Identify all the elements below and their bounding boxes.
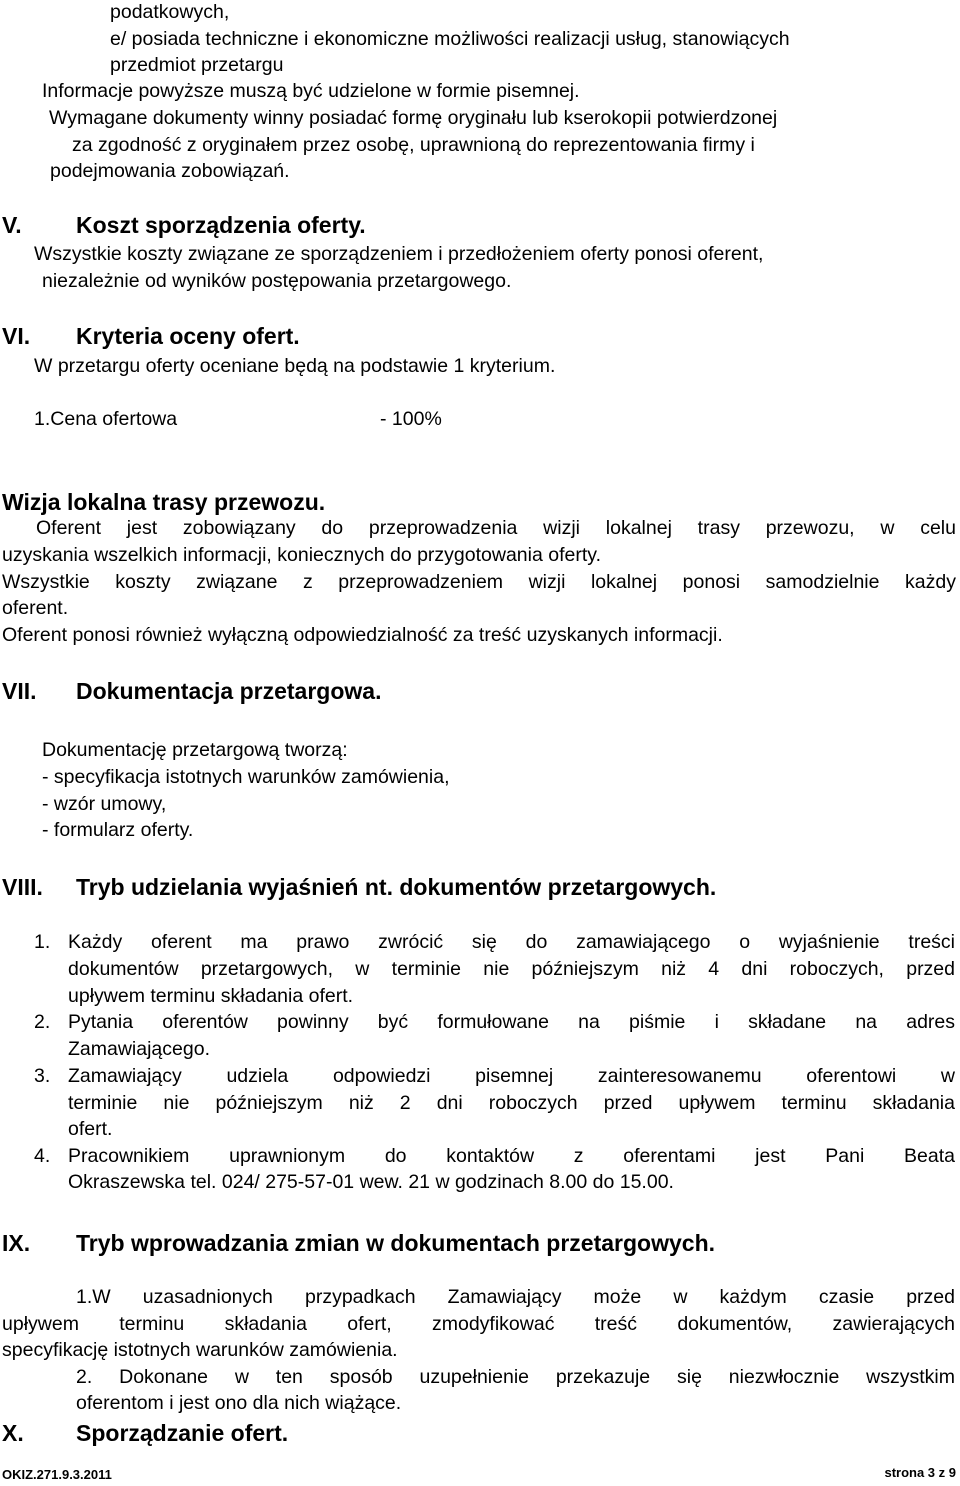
- section-v-number: V.: [2, 212, 22, 238]
- intro-line-2: e/ posiada techniczne i ekonomiczne możliwości realizacji usług, stanowiących: [110, 28, 790, 50]
- ix-line-1: 1.W uzasadnionych przypadkach Zamawiający może w każdym czasie przed: [76, 1286, 955, 1308]
- viii-item-4-number: 4.: [34, 1145, 51, 1167]
- section-x-title: Sporządzanie ofert.: [76, 1420, 289, 1446]
- section-vii-title: Dokumentacja przetargowa.: [76, 678, 382, 704]
- ix-line-3: specyfikację istotnych warunków zamówienia.: [2, 1339, 398, 1361]
- section-v-line-1: Wszystkie koszty związane ze sporządzeniem i przedłożeniem oferty ponosi oferent,: [34, 243, 764, 265]
- viii-item-1-number: 1.: [34, 931, 51, 953]
- ix-line-2: upływem terminu składania ofert, zmodyfikować treść dokumentów, zawierających: [2, 1313, 955, 1335]
- wizja-line-2: uzyskania wszelkich informacji, koniecznych do przygotowania oferty.: [2, 544, 601, 566]
- section-vi-number: VI.: [2, 323, 31, 349]
- viii-item-1-line-2: dokumentów przetargowych, w terminie nie późniejszym niż 4 dni roboczych, przed: [68, 958, 955, 980]
- section-viii-number: VIII.: [2, 874, 43, 900]
- section-v-line-2: niezależnie od wyników postępowania przetargowego.: [42, 270, 512, 292]
- viii-item-3-line-1: Zamawiający udziela odpowiedzi pisemnej zainteresowanemu oferentowi w: [68, 1065, 955, 1087]
- wizja-line-5: Oferent ponosi również wyłączną odpowiedzialność za treść uzyskanych informacji.: [2, 624, 723, 646]
- intro-line-6: za zgodność z oryginałem przez osobę, uprawnioną do reprezentowania firmy i: [72, 134, 755, 156]
- section-vii-intro: Dokumentację przetargową tworzą:: [42, 739, 348, 761]
- ix-line-5: oferentom i jest ono dla nich wiążące.: [76, 1392, 402, 1414]
- wizja-line-4: oferent.: [2, 597, 69, 619]
- section-ix-number: IX.: [2, 1230, 31, 1256]
- doc-list-item-2: - wzór umowy,: [42, 793, 167, 815]
- wizja-title: Wizja lokalna trasy przewozu.: [2, 489, 326, 515]
- footer-reference: OKIZ.271.9.3.2011: [2, 1467, 112, 1482]
- intro-line-7: podejmowania zobowiązań.: [50, 160, 290, 182]
- section-vii-number: VII.: [2, 678, 37, 704]
- wizja-line-1-text: Oferent jest zobowiązany do przeprowadzenia wizji lokalnej trasy przewozu, w celu: [36, 517, 956, 539]
- section-x-number: X.: [2, 1420, 24, 1446]
- doc-list-item-3: - formularz oferty.: [42, 819, 194, 841]
- section-vi-title: Kryteria oceny ofert.: [76, 323, 300, 349]
- viii-item-2-number: 2.: [34, 1011, 51, 1033]
- criterion-label: 1.Cena ofertowa: [34, 408, 178, 430]
- viii-item-2-line-1: Pytania oferentów powinny być formułowane na piśmie i składane na adres: [68, 1011, 955, 1033]
- section-vi-line-1: W przetargu oferty oceniane będą na podstawie 1 kryterium.: [34, 355, 556, 377]
- viii-item-1-line-1: Każdy oferent ma prawo zwrócić się do zamawiającego o wyjaśnienie treści: [68, 931, 955, 953]
- wizja-line-1: [2, 519, 956, 539]
- viii-item-1-line-3: upływem terminu składania ofert.: [68, 985, 354, 1007]
- section-v-title: Koszt sporządzenia oferty.: [76, 212, 366, 238]
- intro-line-4: Informacje powyższe muszą być udzielone w formie pisemnej.: [42, 80, 580, 102]
- viii-item-3-number: 3.: [34, 1065, 51, 1087]
- section-ix-title: Tryb wprowadzania zmian w dokumentach przetargowych.: [76, 1230, 716, 1256]
- viii-item-2-line-2: Zamawiającego.: [68, 1038, 210, 1060]
- intro-line-1: podatkowych,: [110, 1, 230, 23]
- viii-item-4-line-2: Okraszewska tel. 024/ 275-57-01 wew. 21 w godzinach 8.00 do 15.00.: [68, 1171, 674, 1193]
- doc-list-item-1: - specyfikacja istotnych warunków zamówienia,: [42, 766, 450, 788]
- viii-item-3-line-3: ofert.: [68, 1118, 113, 1140]
- footer-page-number: strona 3 z 9: [884, 1465, 956, 1480]
- viii-item-3-line-2: terminie nie późniejszym niż 2 dni roboczych przed upływem terminu składania: [68, 1092, 955, 1114]
- viii-item-4-line-1: Pracownikiem uprawnionym do kontaktów z oferentami jest Pani Beata: [68, 1145, 955, 1167]
- ix-line-4: 2. Dokonane w ten sposób uzupełnienie przekazuje się niezwłocznie wszystkim: [76, 1366, 955, 1388]
- criterion-value: - 100%: [380, 408, 442, 430]
- wizja-line-3: Wszystkie koszty związane z przeprowadzeniem wizji lokalnej ponosi samodzielnie każdy: [2, 571, 956, 593]
- intro-line-5: Wymagane dokumenty winny posiadać formę oryginału lub kserokopii potwierdzonej: [49, 107, 778, 129]
- intro-line-3: przedmiot przetargu: [110, 54, 284, 76]
- section-viii-title: Tryb udzielania wyjaśnień nt. dokumentów przetargowych.: [76, 874, 717, 900]
